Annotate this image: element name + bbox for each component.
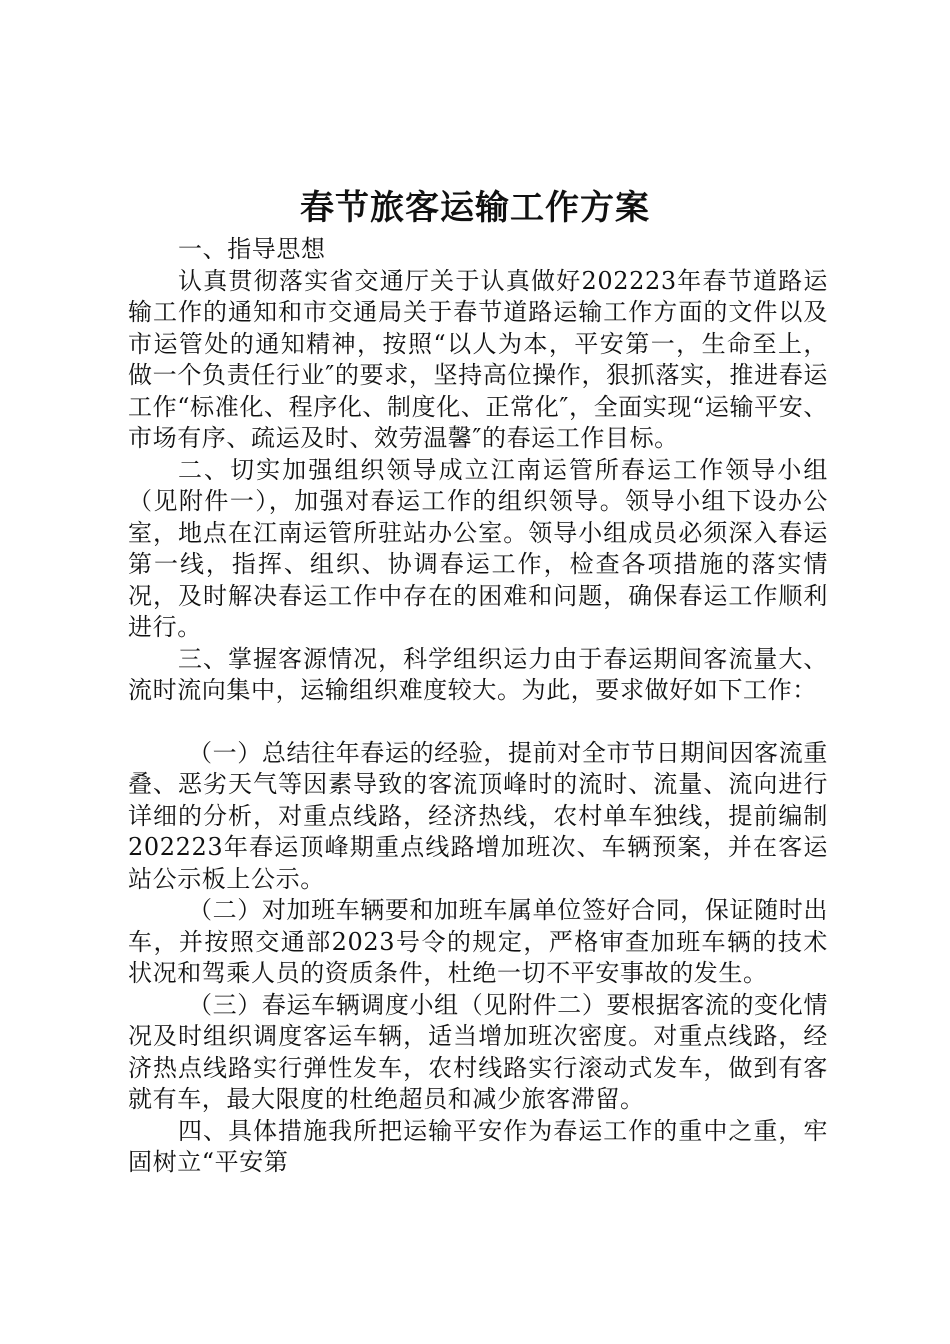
paragraph-organization-leadership: 二、切实加强组织领导成立江南运管所春运工作领导小组（见附件一），加强对春运工作的组织领导。领导小组下设办公室，地点在江南运管所驻站办公室。领导小组成员必须深入春运第一线，指挥、组织、协调春运工作，检查各项措施的落实情况，及时解决春运工作中存在的困难和问题，确保春运工作顺利进行。 — [128, 455, 828, 641]
paragraph-item-three: （三）春运车辆调度小组（见附件二）要根据客流的变化情况及时组织调度客运车辆，适当增加班次密度。对重点线路，经济热点线路实行弹性发车，农村线路实行滚动式发车，做到有客就有车，最大限度的杜绝超员和减少旅客滞留。 — [128, 990, 828, 1113]
paragraph-passenger-source: 三、掌握客源情况，科学组织运力由于春运期间客流量大、流时流向集中，运输组织难度较大。为此，要求做好如下工作： — [128, 644, 828, 704]
paragraph-item-one: （一）总结往年春运的经验，提前对全市节日期间因客流重叠、恶劣天气等因素导致的客流顶峰时的流时、流量、流向进行详细的分析，对重点线路，经济热线，农村单车独线，提前编制202223年春运顶峰期重点线路增加班次、车辆预案，并在客运站公示板上公示。 — [128, 738, 828, 893]
section-heading-guiding-ideology: 一、指导思想 — [178, 235, 326, 263]
paragraph-spacer — [128, 707, 828, 738]
paragraph-guiding-ideology: 认真贯彻落实省交通厅关于认真做好202223年春节道路运输工作的通知和市交通局关于春节道路运输工作方面的文件以及市运管处的通知精神，按照“以人为本，平安第一，生命至上，做一个负责任行业″的要求，坚持高位操作，狠抓落实，推进春运工作“标准化、程序化、制度化、正常化″，全面实现“运输平安、市场有序、疏运及时、效劳温馨″的春运工作目标。 — [128, 266, 828, 452]
document-body — [128, 234, 828, 1179]
document-title: 春节旅客运输工作方案 — [300, 188, 650, 228]
paragraph-specific-measures: 四、具体措施我所把运输平安作为春运工作的重中之重，牢固树立“平安第 — [128, 1116, 828, 1176]
paragraph-item-two: （二）对加班车辆要和加班车属单位签好合同，保证随时出车，并按照交通部2023号令的规定，严格审查加班车辆的技术状况和驾乘人员的资质条件，杜绝一切不平安事故的发生。 — [128, 896, 828, 987]
